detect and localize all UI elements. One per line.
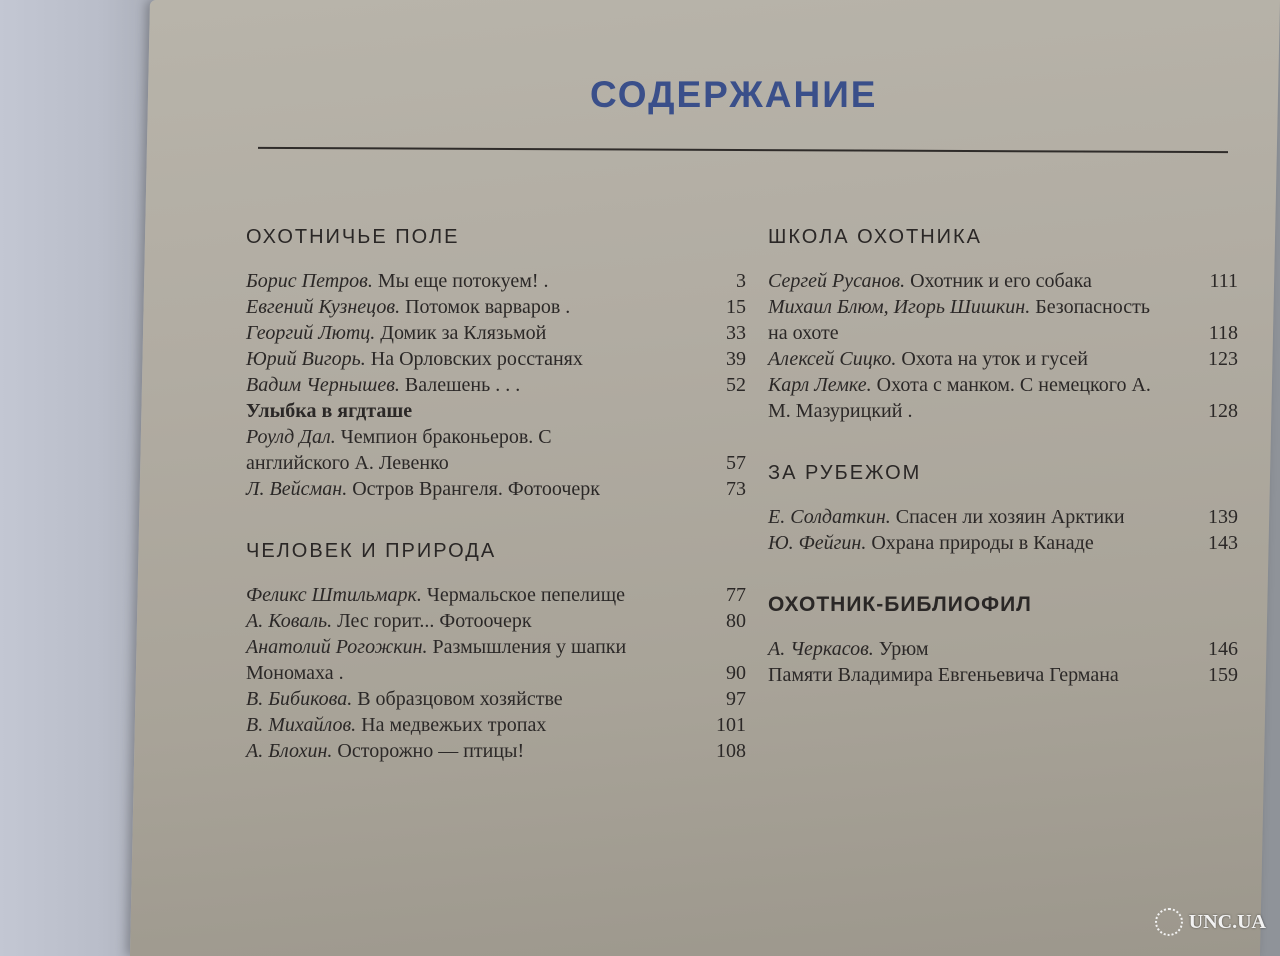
entry-title: Потомок варваров . [405, 296, 571, 318]
toc-entry [768, 346, 1238, 372]
toc-entry [768, 662, 1238, 688]
entry-author: В. Бибикова. [246, 688, 353, 710]
entry-title: Осторожно — птицы! [337, 740, 525, 762]
section-heading: ОХОТНИК-БИБЛИОФИЛ [768, 593, 1032, 616]
entry-author: Л. Вейсман. [246, 478, 348, 500]
toc-entry [246, 686, 746, 712]
entry-page: 3 [736, 270, 746, 292]
entry-page: 101 [716, 714, 746, 736]
entry-page: 128 [1208, 400, 1238, 422]
entry-title: Остров Врангеля. Фотоочерк [352, 478, 601, 500]
toc-entry [246, 476, 746, 502]
entry-page: 97 [726, 688, 746, 710]
entry-page: 15 [726, 296, 746, 318]
entry-author: А. Черкасов. [768, 638, 874, 660]
entry-author: В. Михайлов. [246, 714, 357, 736]
left-column [246, 224, 746, 764]
entry-page: 146 [1208, 638, 1238, 660]
entry-title: Мы еще потокуем! . [377, 270, 549, 292]
entry-page: 139 [1208, 506, 1238, 528]
entry-author: Сергей Русанов. [768, 270, 906, 292]
entry-author: Ю. Фейгин. [768, 532, 867, 554]
entry-author: Феликс Штильмарк. [246, 584, 422, 606]
toc-entry [768, 294, 1238, 346]
section-heading: ШКОЛА ОХОТНИКА [768, 226, 983, 248]
toc-entry [246, 634, 746, 686]
entry-title: Спасен ли хозяин Арктики [895, 506, 1125, 528]
entry-author: Юрий Вигорь. [246, 348, 366, 370]
entry-author: Евгений Кузнецов. [246, 296, 401, 318]
entry-page: 57 [726, 452, 746, 474]
toc-entry [246, 712, 746, 738]
entry-title: Лес горит... Фотоочерк [337, 610, 532, 632]
entry-title: Охота с манком. С немецкого А. М. Мазурицкий . [768, 374, 1151, 422]
toc-entry [246, 582, 746, 608]
section-heading: ОХОТНИЧЬЕ ПОЛЕ [246, 226, 460, 248]
entry-title: Размышления у шапки Мономаха . [246, 636, 627, 684]
entry-author: Роулд Дал. [246, 426, 336, 448]
seal-icon [1155, 908, 1183, 936]
entry-author: А. Блохин. [246, 740, 333, 762]
entry-author: Михаил Блюм, Игорь Шишкин. [768, 296, 1031, 318]
entry-page: 52 [726, 374, 746, 396]
title-divider [258, 147, 1228, 153]
toc-entry [246, 608, 746, 634]
entry-author: Карл Лемке. [768, 374, 872, 396]
entry-page: 39 [726, 348, 746, 370]
entry-title: Валешень . . . [404, 374, 521, 396]
toc-entry [246, 372, 746, 398]
toc-entry [246, 738, 746, 764]
section-heading: ЗА РУБЕЖОМ [768, 462, 922, 484]
toc-entry [246, 320, 746, 346]
entry-title: Безопасность на охоте [768, 296, 1150, 344]
entry-title: Чемпион браконьеров. С английского А. Левенко [246, 426, 552, 474]
watermark-text: UNC.UA [1188, 910, 1266, 933]
entry-author: Анатолий Рогожкин. [246, 636, 428, 658]
toc-entry [768, 372, 1238, 424]
entry-page: 90 [726, 662, 746, 684]
toc-entry [768, 504, 1238, 530]
toc-entry [768, 530, 1238, 556]
entry-title: Охота на уток и гусей [901, 348, 1089, 370]
entry-page: 111 [1209, 270, 1238, 292]
toc-entry [246, 294, 746, 320]
toc-entry [246, 346, 746, 372]
entry-page: 73 [726, 478, 746, 500]
right-column [768, 224, 1238, 688]
toc-entry [246, 268, 746, 294]
entry-title: Домик за Клязьмой [380, 322, 547, 344]
entry-title: Памяти Владимира Евгеньевича Германа [768, 664, 1119, 686]
entry-title: В образцовом хозяйстве [357, 688, 563, 710]
entry-page: 77 [726, 584, 746, 606]
entry-author: Е. Солдаткин. [768, 506, 891, 528]
toc-entry [768, 636, 1238, 662]
toc-entry [246, 424, 746, 476]
entry-title: Чермальское пепелище [426, 584, 625, 606]
entry-title: На Орловских росстанях [370, 348, 583, 370]
entry-page: 159 [1208, 664, 1238, 686]
entry-page: 143 [1208, 532, 1238, 554]
entry-author: Борис Петров. [246, 270, 373, 292]
entry-page: 123 [1208, 348, 1238, 370]
entry-author: Георгий Лютц. [246, 322, 376, 344]
entry-author: А. Коваль. [246, 610, 333, 632]
section-heading: ЧЕЛОВЕК И ПРИРОДА [246, 540, 497, 562]
entry-page: 108 [716, 740, 746, 762]
watermark [1155, 908, 1266, 936]
entry-page: 118 [1208, 322, 1238, 344]
entry-page: 80 [726, 610, 746, 632]
entry-title: Охотник и его собака [910, 270, 1092, 292]
subsection-heading: Улыбка в ягдташе [246, 400, 413, 422]
entry-author: Вадим Чернышев. [246, 374, 400, 396]
entry-title: Урюм [878, 638, 929, 660]
entry-title: Охрана природы в Канаде [871, 532, 1094, 554]
toc-entry [768, 268, 1238, 294]
page-title: СОДЕРЖАНИЕ [590, 74, 878, 115]
entry-page: 33 [726, 322, 746, 344]
entry-author: Алексей Сицко. [768, 348, 897, 370]
page-content [150, 0, 1280, 956]
entry-title: На медвежьих тропах [361, 714, 547, 736]
